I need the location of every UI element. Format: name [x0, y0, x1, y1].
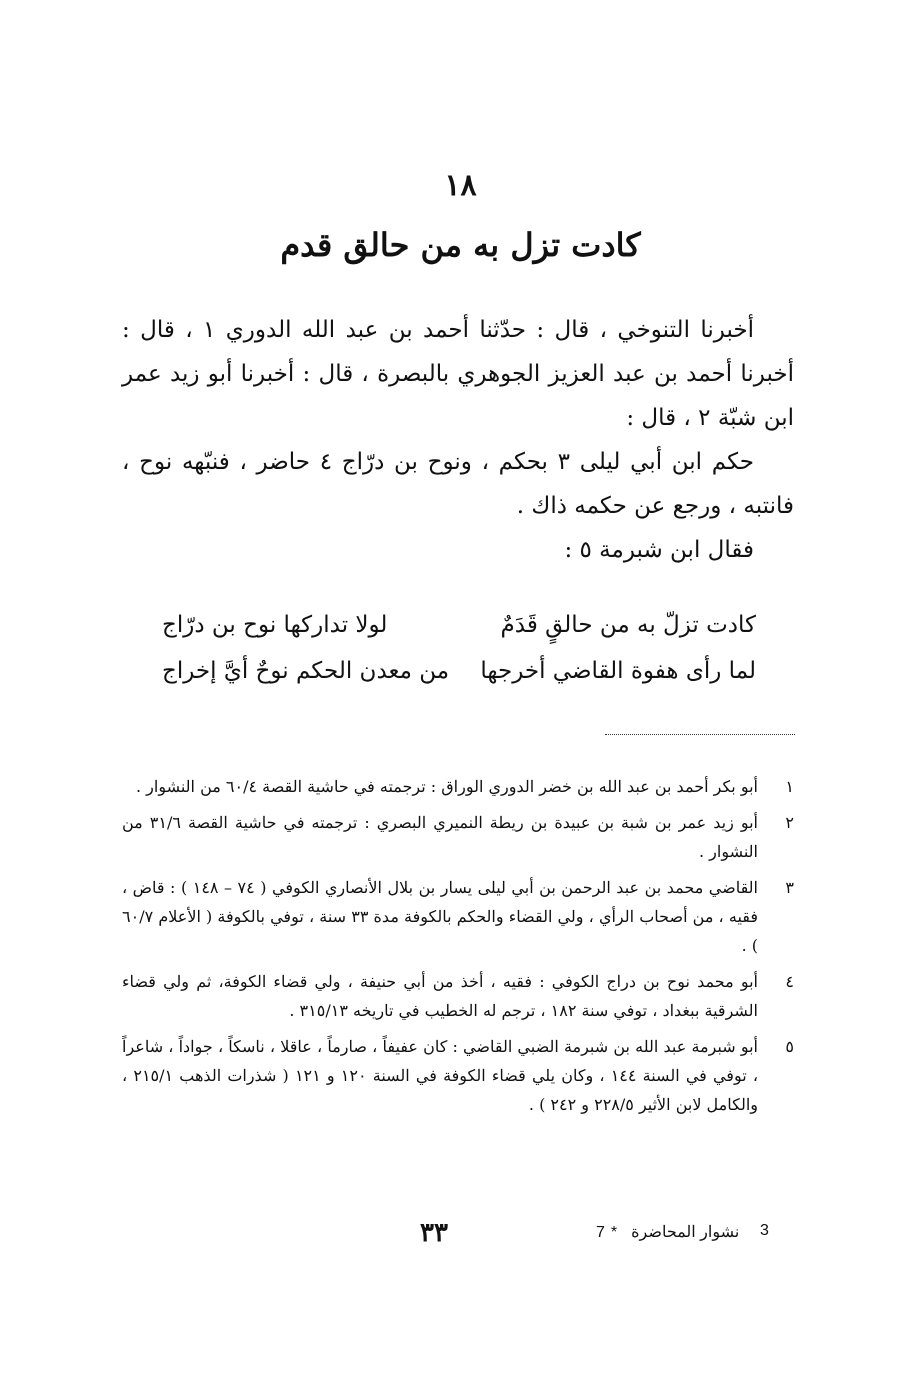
poem-intro-paragraph: فقال ابن شبرمة ٥ :: [564, 537, 754, 563]
page-footer: [0, 1218, 921, 1252]
footnote-text: أبو زيد عمر بن شبة بن عبيدة بن ريطة النميري البصري : ترجمته في حاشية القصة ٣١/٦ من النشوار .: [122, 813, 758, 861]
story-number: ١٨: [444, 168, 477, 203]
narrative-text: [122, 308, 794, 572]
poem-verse: [162, 658, 756, 702]
signature-volume: 7: [596, 1224, 605, 1241]
isnad-paragraph: أخبرنا التنوخي ، قال : حدّثنا أحمد بن عبد الله الدوري ١ ، قال : أخبرنا أحمد بن عبد العزيز الجوهري بالبصرة ، قال : أخبرنا أبو زيد عمر ابن شبّة ٢ ، قال :: [122, 317, 794, 431]
footnote-item: [122, 808, 794, 866]
footnote-text: أبو محمد نوح بن دراج الكوفي : فقيه ، أخذ من أبي حنيفة ، ولي قضاء الكوفة، ثم ولي قضاء الشرقية ببغداد ، توفي سنة ١٨٢ ، ترجم له الخطيب في تاريخه ٣١٥/١٣ .: [122, 972, 758, 1020]
footnote-text: أبو شبرمة عبد الله بن شبرمة الضبي القاضي : كان عفيفاً ، صارماً ، عاقلا ، ناسكاً ، جواداً ، شاعراً ، توفي في السنة ١٤٤ ، وكان يلي قضاء الكوفة في السنة ١٢٠ و ١٢١ ( شذرات الذهب ٢١٥/١ ، والكامل لابن الأثير ٢٢٨/٥ و ٢٤٢ ) .: [122, 1037, 759, 1114]
footnote-item: [122, 967, 794, 1025]
page-number: ٣٣: [420, 1218, 448, 1248]
verse-first-hemistich: لما رأى هفوة القاضي أخرجها: [480, 658, 756, 684]
story-paragraph: حكم ابن أبي ليلى ٣ بحكم ، ونوح بن درّاج ٤ حاضر ، فنبّهه نوح ، فانتبه ، ورجع عن حكمه ذاك .: [122, 449, 794, 519]
sheet-number: 3: [760, 1222, 769, 1239]
footnote-number: ٥: [785, 1037, 794, 1056]
footnote-text: القاضي محمد بن عبد الرحمن بن أبي ليلى يسار بن بلال الأنصاري الكوفي ( ٧٤ – ١٤٨ ) : قاض ، فقيه ، من أصحاب الرأي ، ولي القضاء والحكم بالكوفة مدة ٣٣ سنة ، توفي بالكوفة ( الأعلام ٦٠/٧ ) .: [122, 878, 759, 955]
footnotes: [122, 772, 794, 1126]
footnote-number: ٢: [785, 813, 794, 832]
footnote-item: [122, 1032, 794, 1119]
verse-second-hemistich: لولا تداركها نوح بن درّاج: [162, 612, 388, 638]
poem-verse: [162, 612, 756, 656]
footnote-item: [122, 873, 794, 960]
footnote-number: ٤: [785, 972, 794, 991]
story-title: كادت تزل به من حالق قدم: [280, 226, 641, 264]
signature-book-title: نشوار المحاضرة: [631, 1224, 740, 1241]
printer-signature: [596, 1222, 739, 1242]
verse-second-hemistich: من معدن الحكم نوحٌ أيَّ إخراج: [162, 658, 450, 684]
footnote-number: ٣: [785, 878, 794, 897]
footnote-separator: [605, 734, 795, 735]
footnote-text: أبو بكر أحمد بن عبد الله بن خضر الدوري الوراق : ترجمته في حاشية القصة ٦٠/٤ من النشوار .: [135, 777, 758, 796]
signature-star: *: [610, 1224, 618, 1241]
footnote-number: ١: [785, 777, 794, 796]
footnote-item: [122, 772, 794, 801]
verse-first-hemistich: كادت تزلّ به من حالقٍ قَدَمٌ: [500, 612, 756, 638]
